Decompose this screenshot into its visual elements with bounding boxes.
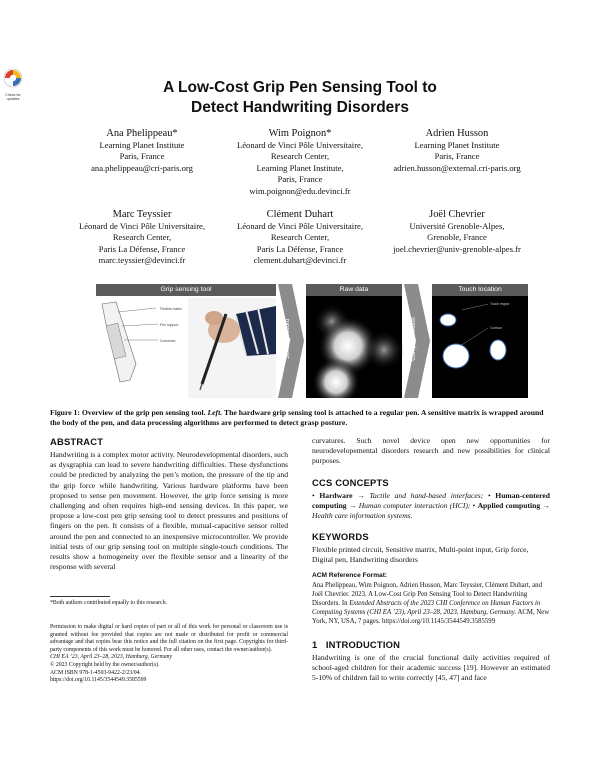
author-name: Adrien Husson <box>425 128 489 139</box>
author-block <box>362 208 552 255</box>
author-email[interactable]: ana.phelippeau@cri-paris.org <box>91 162 193 173</box>
author-affiliation: Learning Planet Institute <box>99 140 185 150</box>
author-block <box>362 127 552 174</box>
svg-text:Flexible matrix: Flexible matrix <box>160 307 182 311</box>
author-name: Marc Teyssier <box>112 209 172 220</box>
author-email[interactable]: joel.chevrier@univ-grenoble-alpes.fr <box>393 243 521 254</box>
permission-text: Permission to make digital or hard copies of part or all of this work for personal or classroom use is granted without fee provided that copies are not made or distributed for profit or commercial advantage and that copies bear this notice and the full citation on the first page. Copyrights for third-party components of this work must be honored. For all other uses, contact the owner/author(s). <box>50 624 288 653</box>
abstract-text: Handwriting is a complex motor activity. Neurodevelopmental disorders, such as dysgraphia can lead to severe handwriting difficulties. These dysfunctions could be predicted by analyzing the pen’s motion, the pressure of the tip and the grip force while handwriting. Various hardware platforms have been proposed to sense pen movement. However, the grip force sensing is more challenging and often requires high-end sensing devices. In this paper, we propose a low-cost pen grip sensing tool to detect pressures and positions of fingers on the pen. It consists of a flexible, mutual-capacitive sensor rolled around the pen and connected to an inexpensive microcontroller. We provide initial tests of our grip sensing tool on multiple single-touch conditions. The results show a homogeneity over the flexible sensor and a linearity of the response with several <box>50 450 288 572</box>
acm-ref-tail: ACM, New York, NY, USA, 7 pages. https://doi.org/10.1145/3544549.3585599 <box>312 609 550 626</box>
title-line-1: A Low-Cost Grip Pen Sensing Tool to <box>163 79 437 96</box>
author-email[interactable]: marc.teyssier@devinci.fr <box>98 255 186 266</box>
doi-link[interactable]: https://doi.org/10.1145/3544549.3585599 <box>50 677 147 684</box>
author-affiliation: Learning Planet Institute, <box>256 162 344 173</box>
touch-point <box>490 340 506 360</box>
author-affiliation: Université Grenoble-Alpes, <box>409 221 505 231</box>
author-affiliation: Research Center, <box>270 232 330 243</box>
author-location: Grenoble, France <box>427 232 487 243</box>
ccs-term: Applied computing <box>477 500 541 510</box>
arrow-label: Computer vision <box>411 317 417 361</box>
svg-text:Pen support: Pen support <box>160 323 179 327</box>
acm-ref-venue: Extended Abstracts of the 2023 CHI Conference on Human Factors in Computing Systems (CHI EA ’23), April 23–28, 2023, Hamburg, Germany. <box>312 600 541 617</box>
author-affiliation: Research Center, <box>270 151 330 162</box>
author-affiliation: Learning Planet Institute <box>414 140 500 150</box>
paper-title <box>0 78 600 118</box>
author-name: Ana Phelippeau* <box>106 128 178 139</box>
sensing-arrow <box>278 284 304 398</box>
panel-label: Raw data <box>339 286 369 293</box>
author-affiliation: Léonard de Vinci Pôle Universitaire, <box>236 221 364 231</box>
touch-point <box>443 344 469 368</box>
author-name: Clément Duhart <box>266 209 334 220</box>
introduction-text: Handwriting is one of the crucial functional daily activities required of school-aged children for their academic success [19]. However an estimated 5-10% of children fail to write correctly [45, 47] and face <box>312 652 550 683</box>
author-location: Paris, France <box>119 151 165 162</box>
svg-text:Connector: Connector <box>160 339 176 343</box>
author-location: Paris, France <box>277 174 323 185</box>
ccs-desc: Tactile and hand-based interfaces; <box>369 490 484 500</box>
author-name: Joël Chevrier <box>429 209 485 220</box>
footnote: *Both authors contributed equally to this research. <box>50 600 168 606</box>
svg-text:Contour: Contour <box>490 326 503 330</box>
figure-caption <box>50 408 550 429</box>
venue: CHI EA ’23, April 23–28, 2023, Hamburg, Germany <box>50 654 173 661</box>
copyright: © 2023 Copyright held by the owner/author(s). <box>50 661 160 668</box>
keywords-text: Flexible printed circuit, Sensitive matrix, Multi-point input, Grip force, Digital pen, Handwriting disorders <box>312 545 529 565</box>
caption-italic: Left. <box>207 408 223 417</box>
abstract-continued: curvatures. Such novel device open new opportunities for neurodevelopemental disorders research and new possibilities for clinical purposes. <box>312 436 550 466</box>
acm-ref-heading: ACM Reference Format: <box>312 571 388 579</box>
figure-illustration <box>96 284 528 398</box>
ccs-heading: CCS CONCEPTS <box>312 476 389 488</box>
caption-text: The hardware grip sensing tool is attached to a regular pen. A sensitive matrix is wrapped around the body of the pen, and data processing algorithms are performed to detect grasp posture. <box>50 408 544 428</box>
touch-point <box>440 314 456 326</box>
title-line-2: Detect Handwriting Disorders <box>191 99 409 116</box>
teaser-figure <box>96 284 528 398</box>
author-location: Paris La Défense, France <box>256 243 344 254</box>
author-name: Wim Poignon* <box>268 128 332 139</box>
ccs-term: Hardware <box>319 490 353 500</box>
author-email[interactable]: adrien.husson@external.cri-paris.org <box>393 162 521 173</box>
author-affiliation: Léonard de Vinci Pôle Universitaire, <box>236 140 364 150</box>
ccs-desc: Human computer interaction (HCI); <box>358 500 471 510</box>
caption-lead: Figure 1: Overview of the grip pen sensing tool. <box>50 408 206 417</box>
acm-ref-text <box>312 581 550 627</box>
raw-blob <box>364 330 404 370</box>
touch-location-panel <box>432 284 528 398</box>
ccs-text: • Hardware → Tactile and hand-based interfaces; • Human-centered computing → Human computer interaction (HCI); • Applied computing → Health care information systems. <box>312 490 551 521</box>
right-column <box>312 436 550 683</box>
author-location: Paris La Défense, France <box>98 243 186 254</box>
isbn: ACM ISBN 978-1-4503-9422-2/23/04. <box>50 669 141 676</box>
author-affiliation: Léonard de Vinci Pôle Universitaire, <box>78 221 206 231</box>
hand-photo <box>188 298 276 398</box>
ccs-term: Human-centered computing <box>312 490 550 510</box>
left-column <box>50 436 288 572</box>
abstract-heading: ABSTRACT <box>50 436 104 447</box>
author-email[interactable]: clement.duhart@devinci.fr <box>253 255 347 266</box>
footnote-rule <box>50 596 110 597</box>
permission-block <box>50 624 288 685</box>
keywords-heading: KEYWORDS <box>312 531 369 543</box>
ccs-desc: Health care information systems. <box>312 511 413 521</box>
acm-ref-authors: Ana Phelippeau, Wim Poignon, Adrien Husson, Marc Teyssier, Clément Duhart, and Joël Chevrier. 2023. A Low-Cost Grip Pen Sensing Tool to Detect Handwriting Disorders. In <box>312 581 542 608</box>
panel-label: Grip sensing tool <box>160 286 212 293</box>
author-affiliation: Research Center, <box>112 232 172 243</box>
arrow-label: Sensing record <box>285 318 291 360</box>
author-location: Paris, France <box>434 151 480 162</box>
panel-label: Touch location <box>458 286 502 293</box>
vision-arrow <box>404 284 430 398</box>
author-email[interactable]: wim.poignon@edu.devinci.fr <box>249 185 351 196</box>
badge-label: Check for updates <box>5 93 21 101</box>
svg-text:Touch region: Touch region <box>490 302 510 306</box>
introduction-heading: 1 INTRODUCTION <box>312 638 401 650</box>
